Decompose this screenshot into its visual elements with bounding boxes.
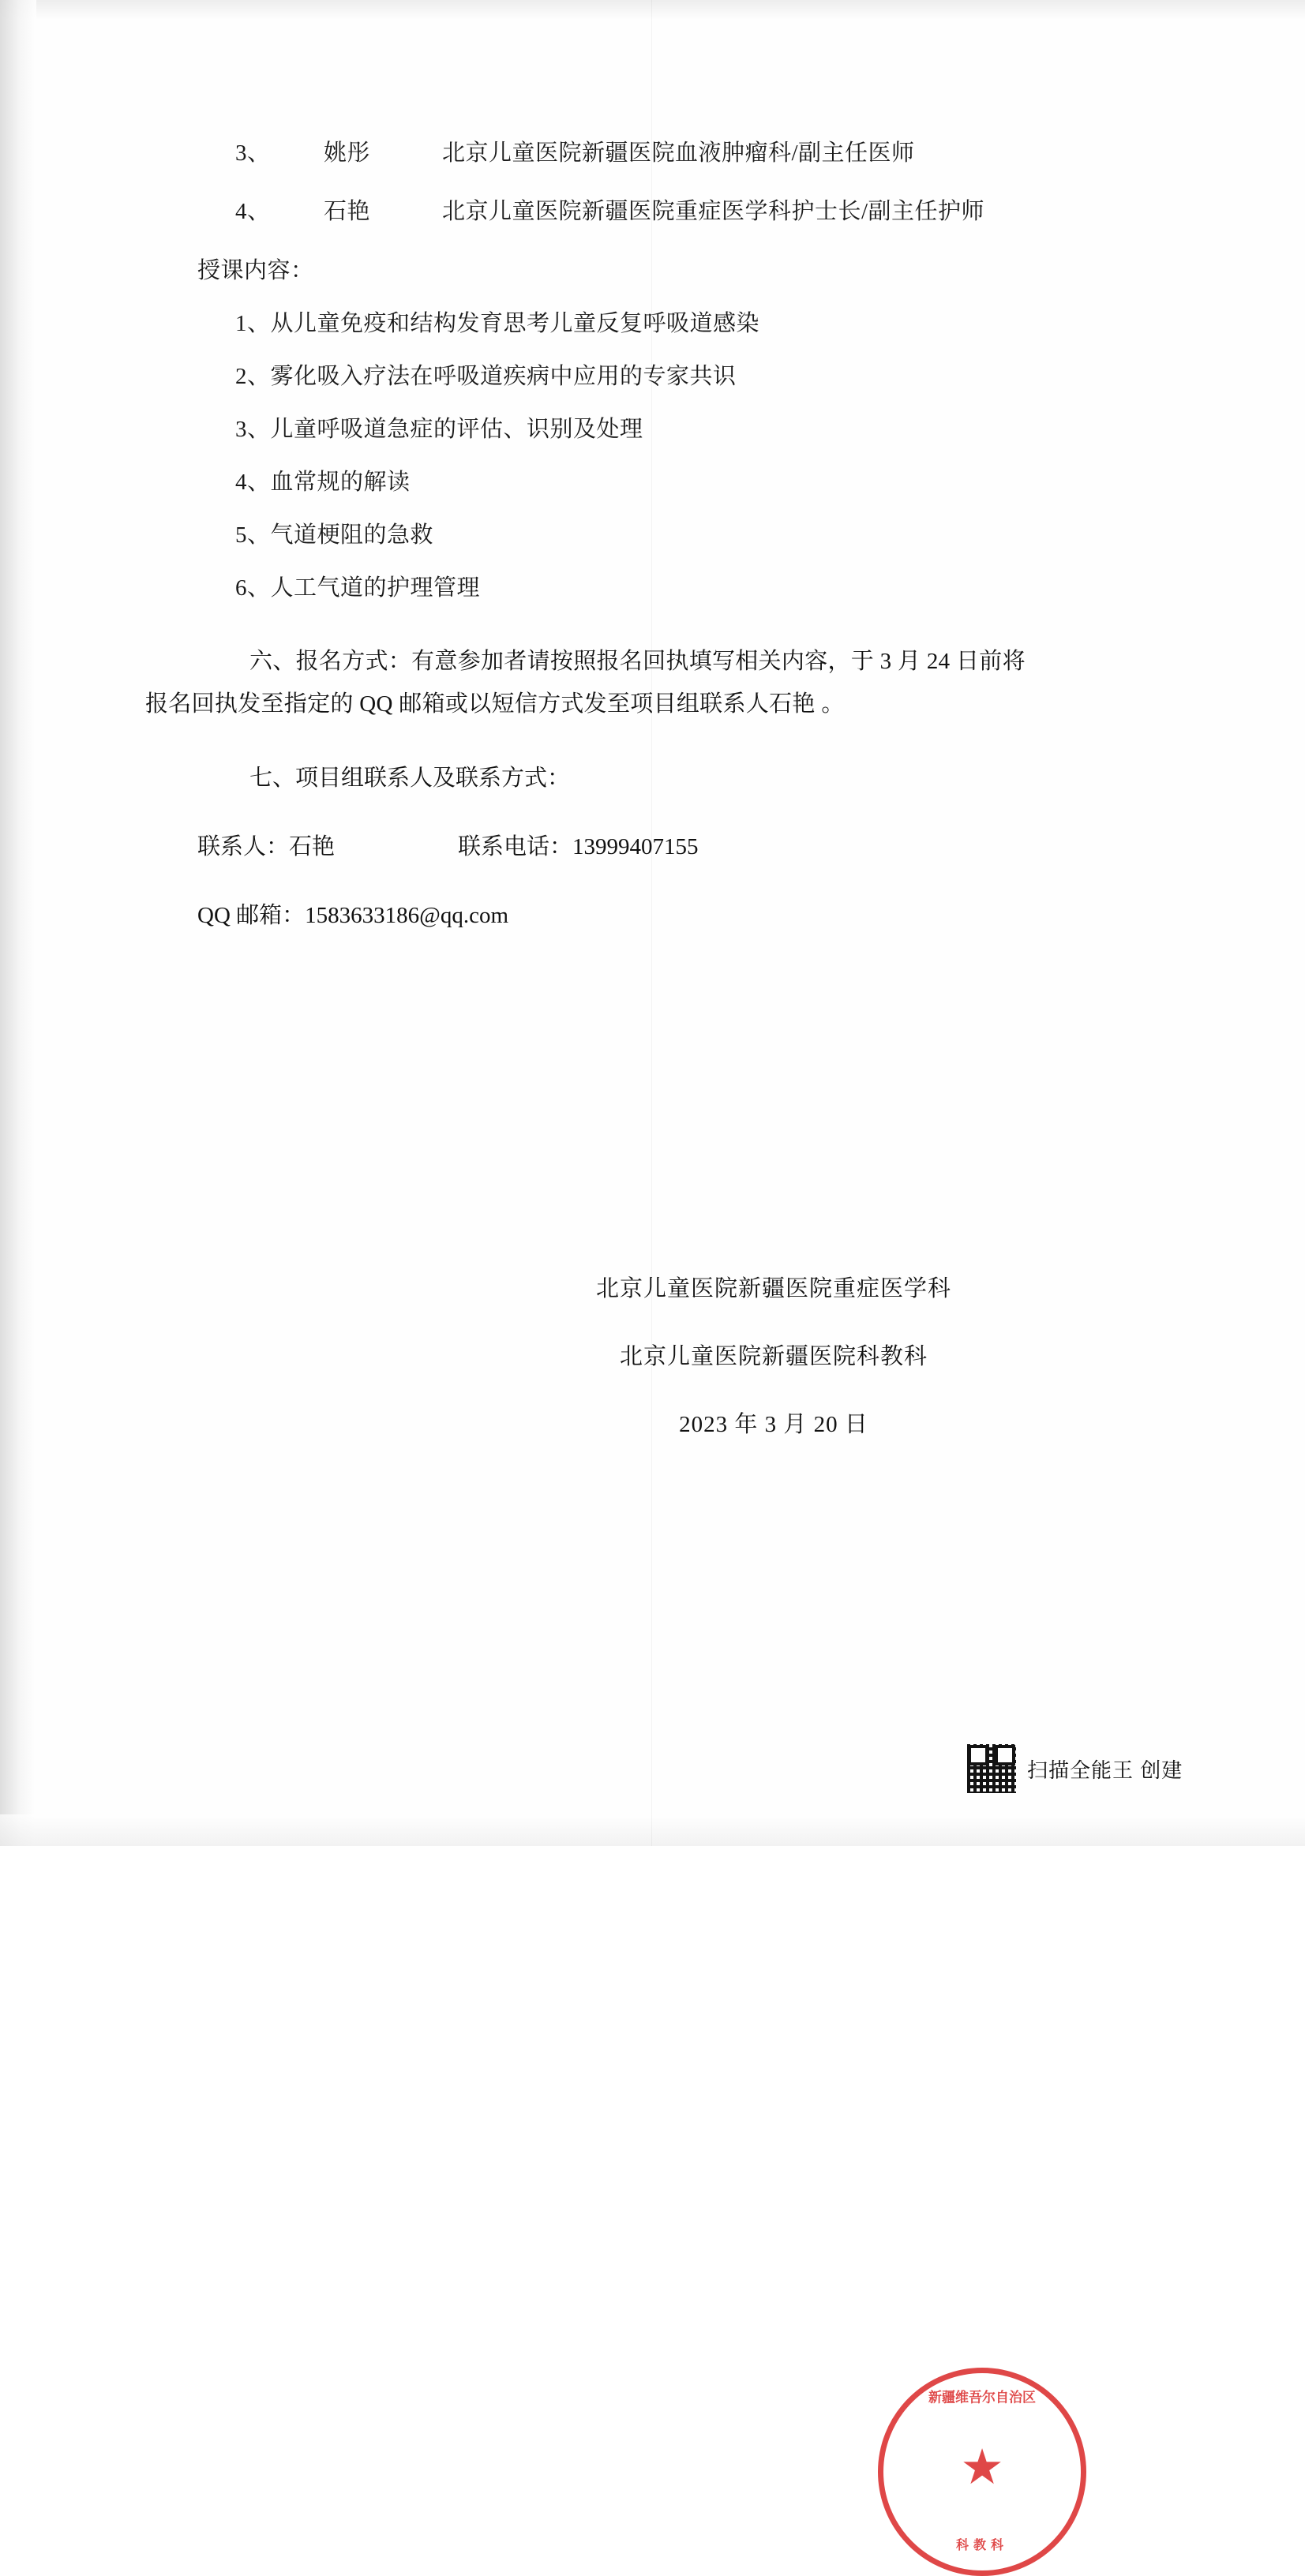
qr-code-icon	[967, 1744, 1016, 1793]
scan-edge-bottom	[0, 1814, 1305, 1846]
signature-line-1: 北京儿童医院新疆医院重症医学科	[595, 1276, 951, 1301]
section-six-text: 六、报名方式：有意参加者请按照报名回执填写相关内容，于 3 月 24 日前将	[249, 649, 1026, 674]
topic-item: 1、从儿童免疫和结构发育思考儿童反复呼吸道感染	[235, 311, 760, 336]
contact-phone: 联系电话：13999407155	[458, 834, 699, 860]
teacher-name: 石艳	[324, 199, 371, 224]
scan-edge-left	[0, 0, 36, 1846]
seal-top-text: 新疆维吾尔自治区	[928, 2389, 1036, 2406]
teacher-number: 3、	[235, 140, 271, 166]
topic-item: 3、儿童呼吸道急症的评估、识别及处理	[235, 417, 643, 442]
topic-item: 2、雾化吸入疗法在呼吸道疾病中应用的专家共识	[235, 364, 737, 389]
official-seal-icon	[878, 2368, 1086, 2576]
teacher-name: 姚彤	[324, 140, 371, 166]
scan-edge-top	[0, 0, 1305, 21]
seal-star-icon: ★	[960, 2441, 1004, 2496]
section-six-paragraph	[145, 641, 1137, 725]
contact-row	[197, 829, 1137, 861]
teacher-description: 北京儿童医院新疆医院重症医学科护士长/副主任护师	[442, 199, 985, 224]
scanner-watermark	[967, 1744, 1183, 1793]
teacher-row	[197, 200, 1137, 223]
topics-heading: 授课内容：	[197, 258, 314, 283]
topic-item: 4、血常规的解读	[235, 470, 411, 495]
section-seven-heading: 七、项目组联系人及联系方式：	[249, 766, 571, 792]
qq-mail: QQ 邮箱：1583633186@qq.com	[197, 903, 509, 929]
topic-item: 6、人工气道的护理管理	[235, 575, 481, 601]
topic-item: 5、气道梗阻的急救	[235, 522, 434, 548]
seal-bottom-text: 科教科	[955, 2539, 1008, 2552]
teacher-number: 4、	[235, 199, 271, 224]
contact-person: 联系人：石艳	[197, 834, 336, 860]
watermark-text: 扫描全能王 创建	[1027, 1758, 1183, 1782]
section-six-continuation: 报名回执发至指定的 QQ 邮箱或以短信方式发至项目组联系人石艳 。	[145, 691, 845, 717]
teacher-row	[197, 142, 1137, 165]
signature-line-2: 北京儿童医院新疆医院科教科	[619, 1344, 928, 1369]
teacher-description: 北京儿童医院新疆医院血液肿瘤科/副主任医师	[442, 140, 915, 166]
signature-date: 2023 年 3 月 20 日	[679, 1412, 868, 1437]
